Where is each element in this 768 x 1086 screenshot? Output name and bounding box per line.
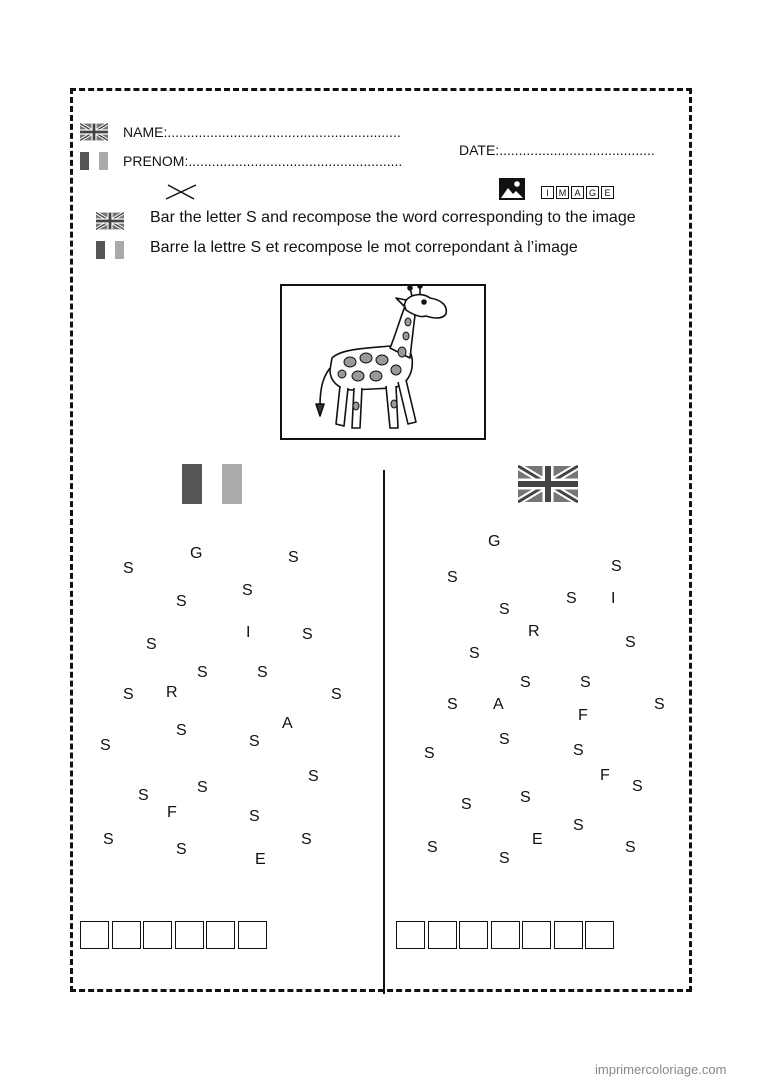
image-hint-letter: I <box>541 186 554 199</box>
letter[interactable]: S <box>197 779 208 796</box>
answer-box[interactable] <box>112 921 141 949</box>
letter[interactable]: S <box>331 686 342 703</box>
letter[interactable]: R <box>166 684 178 701</box>
image-hint-letter: E <box>601 186 614 199</box>
footer-site-credit: imprimercoloriage.com <box>595 1062 727 1077</box>
letter[interactable]: S <box>469 645 480 662</box>
cross-icon <box>164 183 198 201</box>
letter[interactable]: S <box>654 696 665 713</box>
letter[interactable]: S <box>302 626 313 643</box>
image-hint-letter: M <box>556 186 569 199</box>
letter[interactable]: S <box>138 787 149 804</box>
letter[interactable]: S <box>447 696 458 713</box>
uk-flag-icon <box>96 212 124 230</box>
letter[interactable]: E <box>532 831 543 848</box>
right-answer-boxes <box>396 921 617 949</box>
letter[interactable]: S <box>499 850 510 867</box>
answer-box[interactable] <box>522 921 551 949</box>
answer-box[interactable] <box>428 921 457 949</box>
letter[interactable]: G <box>488 533 501 550</box>
letter[interactable]: F <box>600 767 610 784</box>
letter[interactable]: I <box>611 590 616 607</box>
letter[interactable]: S <box>447 569 458 586</box>
picture-icon <box>499 178 525 200</box>
instruction-english: Bar the letter S and recompose the word corresponding to the image <box>150 209 636 226</box>
letter[interactable]: S <box>580 674 591 691</box>
letter[interactable]: S <box>123 686 134 703</box>
letter[interactable]: I <box>246 624 251 641</box>
giraffe-icon <box>282 286 484 438</box>
image-letter-hint <box>541 186 616 199</box>
letter[interactable]: S <box>427 839 438 856</box>
answer-box[interactable] <box>80 921 109 949</box>
france-flag-icon <box>96 241 124 259</box>
france-flag-icon <box>80 152 108 170</box>
letter[interactable]: S <box>176 722 187 739</box>
letter[interactable]: E <box>255 851 266 868</box>
uk-flag-icon <box>518 464 578 504</box>
france-flag-icon <box>182 464 242 504</box>
left-answer-boxes <box>80 921 269 949</box>
name-field-label: NAME:............................................................ <box>123 124 401 140</box>
answer-box[interactable] <box>143 921 172 949</box>
letter[interactable]: S <box>176 841 187 858</box>
answer-box[interactable] <box>238 921 267 949</box>
letter[interactable]: S <box>257 664 268 681</box>
answer-box[interactable] <box>396 921 425 949</box>
letter[interactable]: S <box>288 549 299 566</box>
letter[interactable]: S <box>520 674 531 691</box>
letter[interactable]: S <box>424 745 435 762</box>
letter[interactable]: S <box>461 796 472 813</box>
letter[interactable]: S <box>625 634 636 651</box>
letter[interactable]: S <box>146 636 157 653</box>
letter[interactable]: S <box>499 731 510 748</box>
letter[interactable]: S <box>301 831 312 848</box>
letter[interactable]: S <box>100 737 111 754</box>
letter[interactable]: S <box>308 768 319 785</box>
letter[interactable]: S <box>197 664 208 681</box>
image-hint-letter: A <box>571 186 584 199</box>
letter[interactable]: S <box>499 601 510 618</box>
letter[interactable]: S <box>123 560 134 577</box>
letter[interactable]: A <box>493 696 504 713</box>
answer-box[interactable] <box>206 921 235 949</box>
column-divider <box>383 470 385 994</box>
instruction-french: Barre la lettre S et recompose le mot correpondant à l’image <box>150 239 578 256</box>
letter[interactable]: A <box>282 715 293 732</box>
letter[interactable]: S <box>611 558 622 575</box>
letter[interactable]: R <box>528 623 540 640</box>
letter[interactable]: F <box>167 804 177 821</box>
letter[interactable]: S <box>176 593 187 610</box>
answer-box[interactable] <box>585 921 614 949</box>
letter[interactable]: S <box>249 808 260 825</box>
date-field-label: DATE:........................................ <box>459 142 655 158</box>
answer-box[interactable] <box>175 921 204 949</box>
letter[interactable]: G <box>190 545 203 562</box>
letter[interactable]: S <box>566 590 577 607</box>
answer-box[interactable] <box>459 921 488 949</box>
uk-flag-icon <box>80 123 108 141</box>
giraffe-picture <box>280 284 486 440</box>
letter[interactable]: S <box>249 733 260 750</box>
letter[interactable]: S <box>573 742 584 759</box>
answer-box[interactable] <box>491 921 520 949</box>
prenom-field-label: PRENOM:....................................................... <box>123 153 403 169</box>
letter[interactable]: S <box>625 839 636 856</box>
letter[interactable]: S <box>103 831 114 848</box>
answer-box[interactable] <box>554 921 583 949</box>
letter[interactable]: S <box>573 817 584 834</box>
image-hint-letter: G <box>586 186 599 199</box>
letter[interactable]: F <box>578 707 588 724</box>
letter[interactable]: S <box>242 582 253 599</box>
letter[interactable]: S <box>520 789 531 806</box>
letter[interactable]: S <box>632 778 643 795</box>
